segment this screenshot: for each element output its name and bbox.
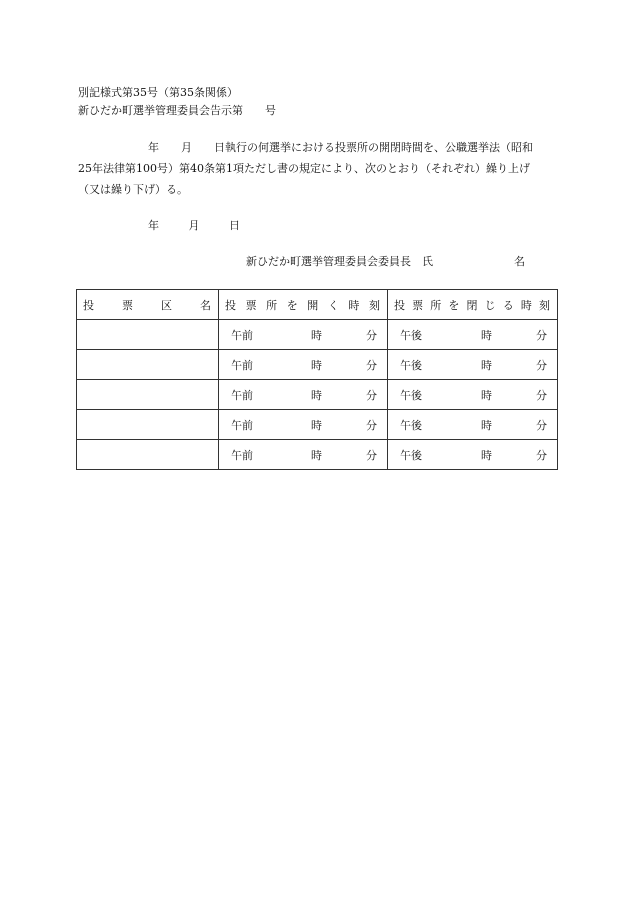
date-year: 年: [148, 219, 159, 232]
close-time-cell[interactable]: [388, 320, 558, 350]
open-prefix: 午前: [231, 328, 253, 342]
body-line-1: 年 月 日執行の何選挙における投票所の開閉時間を、公職選挙法（昭和: [148, 141, 533, 154]
close-hour: 時: [481, 448, 492, 462]
table-row: [77, 350, 558, 380]
district-cell[interactable]: [77, 320, 219, 350]
open-time-cell[interactable]: [219, 380, 388, 410]
header-open-time: 投票所を開く時刻: [219, 290, 388, 320]
notice-date: [148, 220, 240, 231]
close-prefix: 午後: [400, 388, 422, 402]
body-line-2: 25年法律第100号）第40条第1項ただし書の規定により、次のとおり（それぞれ）繰り上げ: [78, 162, 530, 175]
table-row: [77, 320, 558, 350]
close-time-cell[interactable]: [388, 410, 558, 440]
close-prefix: 午後: [400, 328, 422, 342]
open-min: 分: [366, 418, 377, 432]
close-hour: 時: [481, 358, 492, 372]
open-hour: 時: [311, 418, 322, 432]
close-time-cell[interactable]: [388, 440, 558, 470]
body-line-3: （又は繰り下げ）る。: [78, 183, 188, 196]
open-time-cell[interactable]: [219, 350, 388, 380]
table-row: [77, 380, 558, 410]
open-hour: 時: [311, 358, 322, 372]
date-month: 月: [188, 219, 200, 232]
district-cell[interactable]: [77, 350, 219, 380]
close-min: 分: [536, 388, 547, 402]
table-row: [77, 410, 558, 440]
open-hour: 時: [311, 328, 322, 342]
open-min: 分: [366, 448, 377, 462]
open-prefix: 午前: [231, 418, 253, 432]
district-cell[interactable]: [77, 410, 219, 440]
notice-body: [78, 137, 558, 200]
table-header-row: [77, 290, 558, 320]
table-row: [77, 440, 558, 470]
polling-hours-table: [76, 289, 558, 470]
open-prefix: 午前: [231, 448, 253, 462]
close-prefix: 午後: [400, 358, 422, 372]
open-time-cell[interactable]: [219, 440, 388, 470]
header-district: 投票区名: [77, 290, 219, 320]
form-number: 別記様式第35号（第35条関係）: [78, 86, 238, 99]
close-min: 分: [536, 358, 547, 372]
open-hour: 時: [311, 388, 322, 402]
close-min: 分: [536, 328, 547, 342]
open-min: 分: [366, 328, 377, 342]
district-cell[interactable]: [77, 440, 219, 470]
date-day: 日: [229, 219, 240, 232]
open-min: 分: [366, 358, 377, 372]
open-time-cell[interactable]: [219, 320, 388, 350]
open-min: 分: [366, 388, 377, 402]
close-min: 分: [536, 448, 547, 462]
close-prefix: 午後: [400, 448, 422, 462]
signature-title: 新ひだか町選挙管理委員会委員長 氏: [246, 255, 433, 268]
close-hour: 時: [481, 418, 492, 432]
close-time-cell[interactable]: [388, 350, 558, 380]
close-time-cell[interactable]: [388, 380, 558, 410]
signature-name-suffix: 名: [514, 255, 525, 268]
open-prefix: 午前: [231, 358, 253, 372]
open-hour: 時: [311, 448, 322, 462]
notice-title: 新ひだか町選挙管理委員会告示第 号: [78, 104, 276, 117]
open-prefix: 午前: [231, 388, 253, 402]
close-hour: 時: [481, 328, 492, 342]
district-cell[interactable]: [77, 380, 219, 410]
close-hour: 時: [481, 388, 492, 402]
close-min: 分: [536, 418, 547, 432]
open-time-cell[interactable]: [219, 410, 388, 440]
close-prefix: 午後: [400, 418, 422, 432]
header-close-time: 投票所を閉じる時刻: [388, 290, 558, 320]
